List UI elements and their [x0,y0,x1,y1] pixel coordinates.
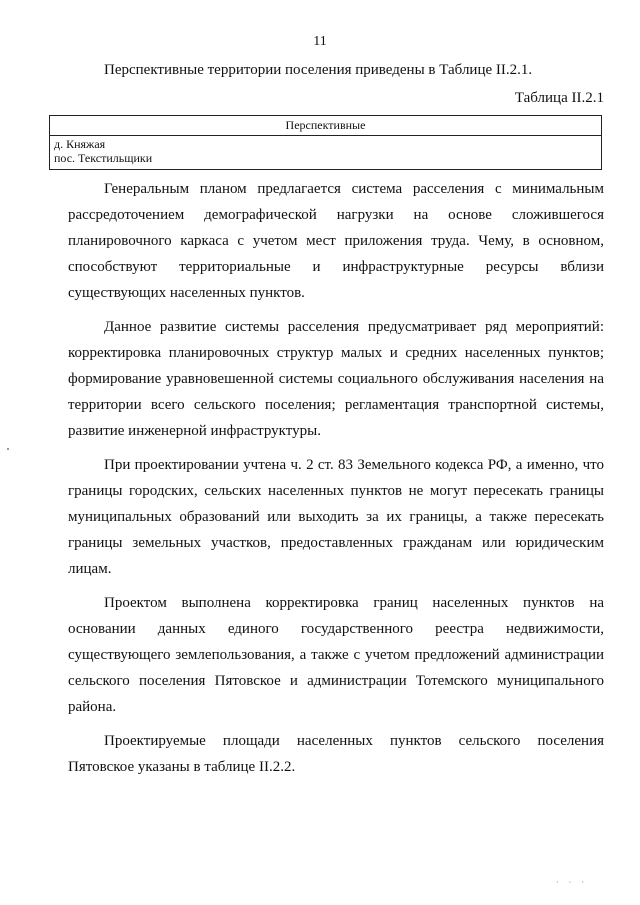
paragraph: Проектируемые площади населенных пунктов сельского поселения Пятовское указаны в таблице II.2.2. [68,733,604,775]
table-row [50,136,602,170]
table-header-row [50,116,602,136]
settlement-name: д. Княжая [54,137,106,151]
settlements-table [49,115,602,170]
body-text [68,176,604,780]
table-caption: Таблица II.2.1 [514,90,604,106]
scan-artifact-dots: · · · [556,878,588,887]
paragraph: Данное развитие системы расселения предусматривает ряд мероприятий: корректировка планировочных структур малых и средних населенных пунктов; формирование уравновешенной системы социального обслуживания населения на территории всего сельского поселения; регламентация транспортной системы, развитие инженерной инфраструктуры. [68,319,604,439]
scan-artifact [7,448,9,450]
intro-sentence: Перспективные территории поселения приведены в Таблице II.2.1. [104,62,533,78]
table-cell [50,136,602,170]
paragraph: Проектом выполнена корректировка границ населенных пунктов на основании данных единого государственного реестра недвижимости, существующего землепользования, а также с учетом предложений администрации сельского поселения Пятовское и администрации Тотемского муниципального района. [68,595,604,715]
page-number: 11 [313,34,327,49]
paragraph: Генеральным планом предлагается система расселения с минимальным рассредоточением демографической нагрузки на основе сложившегося планировочного каркаса с учетом мест приложения труда. Чему, в основном, способствуют территориальные и инфраструктурные ресурсы вблизи существующих населенных пунктов. [68,181,604,301]
settlement-name: пос. Текстильщики [54,151,153,165]
paragraph: При проектировании учтена ч. 2 ст. 83 Земельного кодекса РФ, а именно, что границы городских, сельских населенных пунктов не могут пересекать границы муниципальных образований или выходить за их границы, а также пересекать границы земельных участков, предоставленных гражданам или юридическим лицам. [68,457,604,577]
table-header-cell: Перспективные [50,116,602,136]
